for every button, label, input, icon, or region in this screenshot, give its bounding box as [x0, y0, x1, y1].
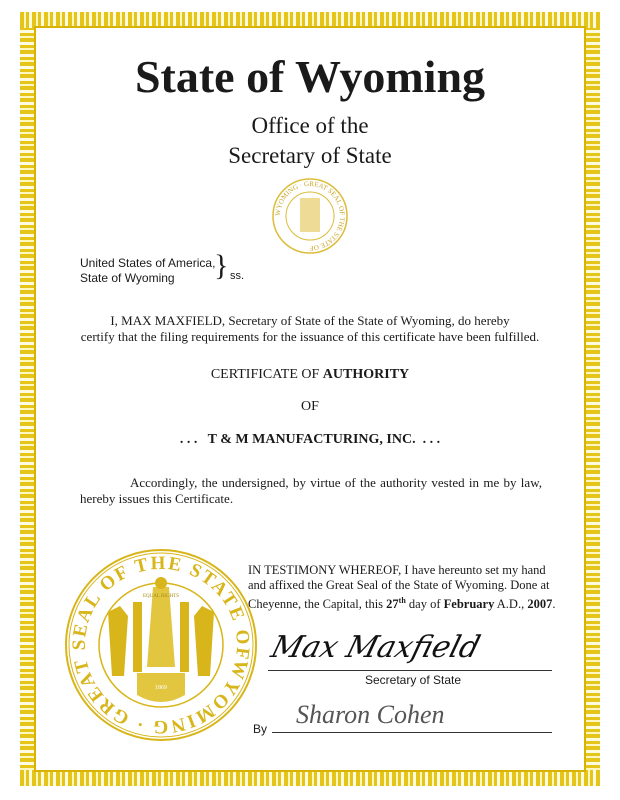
secretary-signature: Max Maxfield — [267, 630, 484, 665]
deputy-signature: Sharon Cohen — [296, 700, 445, 729]
secretary-signature-line — [268, 670, 552, 671]
great-seal-icon — [63, 547, 259, 743]
document-title: State of Wyoming — [134, 51, 486, 102]
ss-label: ss. — [230, 270, 245, 282]
entity-name: . . . T & M MANUFACTURING, INC. . . . — [179, 432, 441, 447]
office-line-2: Secretary of State — [228, 143, 392, 168]
brace: } — [214, 249, 229, 282]
svg-text:WYOMING · GREAT SEAL OF THE ST: WYOMING · GREAT SEAL OF THE STATE OF — [273, 179, 347, 253]
by-label: By — [253, 722, 268, 736]
certification-line-2: certify that the filing requirements for the issuance of this certificate have been fulfilled. — [80, 329, 540, 344]
venue-line-2: State of Wyoming — [80, 271, 175, 285]
deputy-signature-line — [272, 732, 552, 733]
small-seal-icon — [270, 176, 350, 256]
office-line-1: Office of the — [251, 113, 369, 138]
venue-line-1: United States of America, — [80, 256, 216, 270]
svg-text:WYOMING · GREAT SEAL OF THE ST: WYOMING · GREAT SEAL OF THE STATE OF — [68, 552, 254, 738]
certification-line-1: I, MAX MAXFIELD, Secretary of State of the State of Wyoming, do hereby — [110, 313, 510, 328]
of-label: OF — [301, 399, 319, 414]
secretary-label: Secretary of State — [365, 673, 462, 687]
certificate-heading: CERTIFICATE OF AUTHORITY — [210, 367, 410, 382]
accordingly-paragraph: Accordingly, the undersigned, by virtue of the authority vested in me by law, hereby issues this Certificate. — [80, 475, 542, 506]
svg-text:EQUAL RIGHTS: EQUAL RIGHTS — [142, 594, 180, 599]
svg-text:1869: 1869 — [155, 685, 167, 691]
testimony-paragraph: IN TESTIMONY WHEREOF, I have hereunto set my hand and affixed the Great Seal of the State of Wyoming. Done at Cheyenne, the Capital, this 27th day of February A.D., 2007. — [248, 563, 556, 612]
